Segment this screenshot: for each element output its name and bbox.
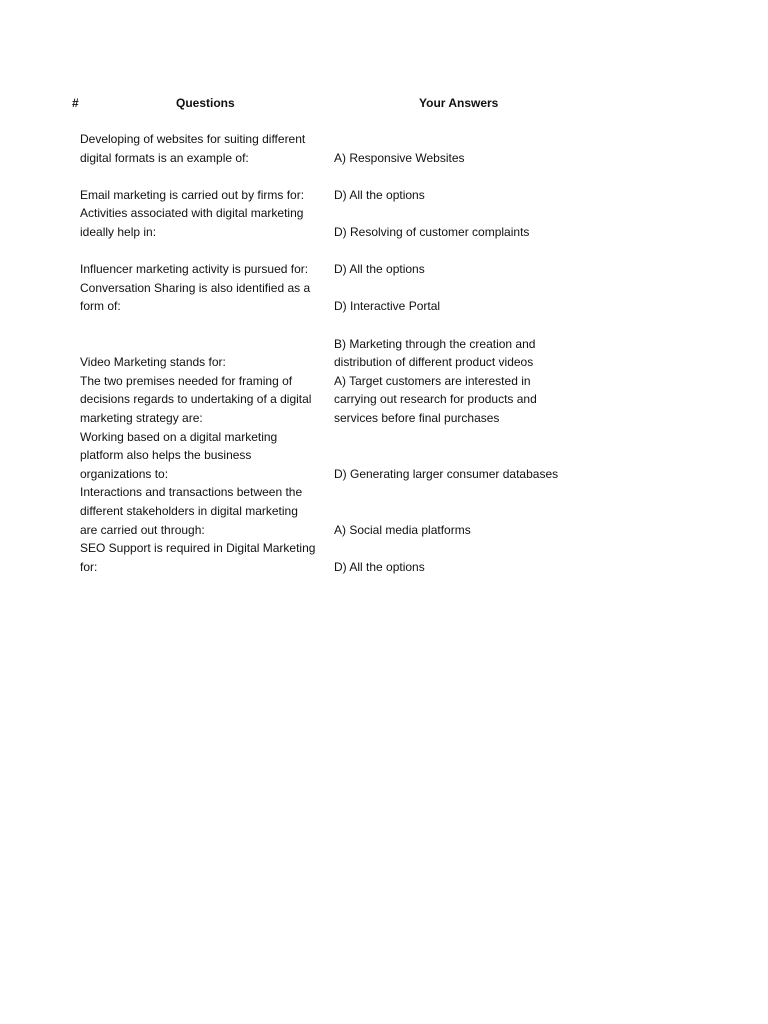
question-line: Working based on a digital marketing [80, 429, 278, 444]
question-line: Developing of websites for suiting different [80, 132, 306, 146]
question-text [80, 483, 302, 539]
answer-line: D) Generating larger consumer databases [334, 466, 559, 481]
answer-line: D) Resolving of customer complaints [334, 225, 530, 239]
question-line: form of: [80, 299, 121, 314]
answer-text [334, 223, 529, 242]
answer-line: carrying out research for products and [334, 392, 537, 407]
answer-line: D) Interactive Portal [334, 299, 441, 314]
answer-line: A) Responsive Websites [334, 150, 465, 165]
question-line: Influencer marketing activity is pursued for: [80, 262, 309, 277]
answer-text [334, 558, 425, 577]
answer-line: D) All the options [334, 262, 425, 277]
answer-text [334, 149, 465, 168]
answer-text [334, 335, 535, 372]
answer-text [334, 260, 425, 279]
question-text [80, 428, 277, 484]
question-text [80, 353, 226, 372]
question-line: The two premises needed for framing of [80, 373, 293, 388]
answer-line: A) Social media platforms [334, 522, 471, 537]
question-line: decisions regards to undertaking of a digital [80, 392, 312, 407]
answer-line: A) Target customers are interested in [334, 373, 531, 388]
answer-line: services before final purchases [334, 410, 500, 425]
question-line: Email marketing is carried out by firms for: [80, 187, 305, 202]
question-line: ideally help in: [80, 224, 157, 239]
answer-text [334, 186, 425, 205]
question-text [80, 186, 304, 205]
answer-line: distribution of different product videos [334, 355, 534, 370]
header-number: # [72, 96, 79, 110]
question-text [80, 130, 305, 167]
answer-line: D) All the options [334, 187, 425, 202]
answer-text [334, 297, 440, 316]
question-line: Video Marketing stands for: [80, 355, 226, 370]
header-questions: Questions [176, 96, 235, 110]
question-line: Conversation Sharing is also identified as a [80, 280, 311, 295]
question-line: different stakeholders in digital marketing [80, 503, 298, 518]
header-answers: Your Answers [419, 96, 499, 110]
answer-line: B) Marketing through the creation and [334, 336, 536, 351]
question-line: are carried out through: [80, 522, 205, 537]
question-text [80, 260, 308, 279]
question-text [80, 204, 303, 241]
answer-text [334, 521, 471, 540]
answer-text [334, 465, 558, 484]
question-line: marketing strategy are: [80, 410, 203, 425]
question-line: SEO Support is required in Digital Marketing [80, 541, 316, 556]
answer-line: D) All the options [334, 559, 425, 574]
question-text [80, 539, 315, 576]
question-line: for: [80, 559, 98, 574]
question-line: organizations to: [80, 466, 169, 481]
question-line: Activities associated with digital marketing [80, 206, 304, 221]
question-text [80, 279, 310, 316]
answer-text [334, 372, 537, 428]
question-line: Interactions and transactions between the [80, 485, 303, 500]
question-text [80, 372, 311, 428]
question-line: digital formats is an example of: [80, 150, 249, 165]
question-line: platform also helps the business [80, 448, 252, 463]
